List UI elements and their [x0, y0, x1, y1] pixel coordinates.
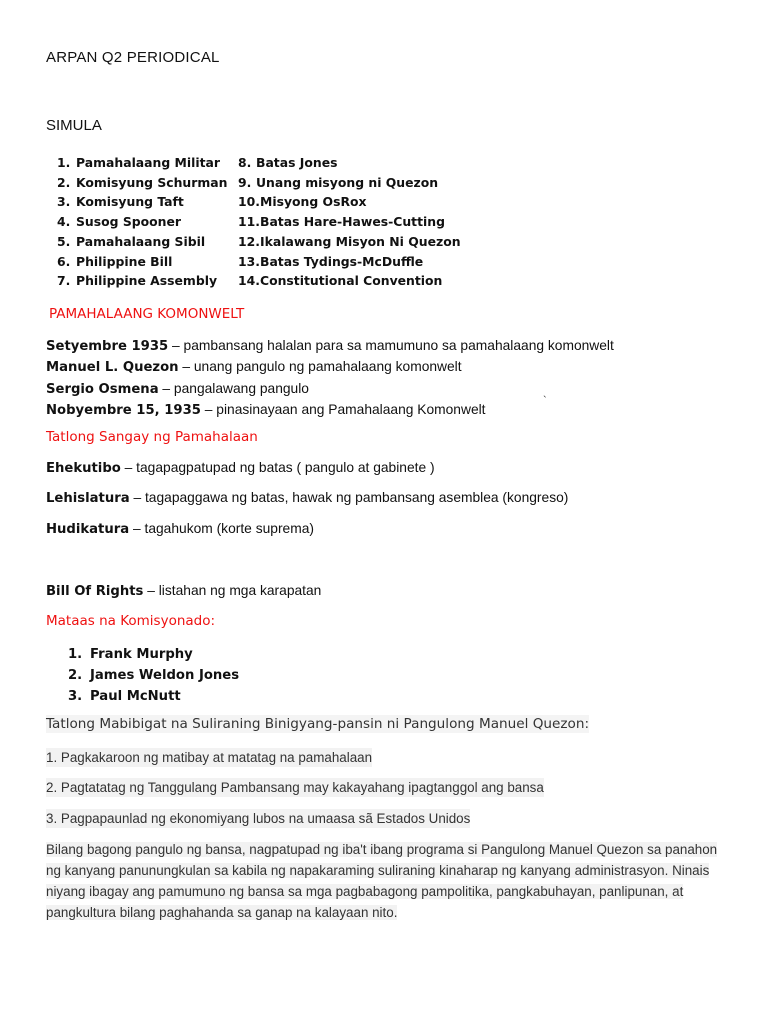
- list-item: 2. Komisyung Schurman: [57, 174, 228, 190]
- list-item: 13. Batas Tydings-McDuffle: [238, 253, 424, 269]
- suliranin-heading: Tatlong Mabibigat na Suliraning Binigyang-pansin ni Pangulong Manuel Quezon:: [46, 716, 590, 732]
- stray-backtick: `: [543, 395, 547, 407]
- list-item: 3. Komisyung Taft: [57, 194, 184, 210]
- document-title: ARPAN Q2 PERIODICAL: [46, 49, 220, 66]
- list-item: 3. Paul McNutt: [68, 689, 181, 704]
- list-item: 1. Pamahalaang Militar: [57, 155, 221, 170]
- suliranin-item: 1. Pagkakaroon ng matibay at matatag na pamahalaan: [46, 750, 373, 765]
- hudikatura-line: Hudikatura – tagahukom (korte suprema): [46, 521, 314, 537]
- list-item: 10. Misyong OsRox: [238, 194, 367, 210]
- komonwelt-facts: [46, 336, 614, 421]
- list-item: 4. Susog Spooner: [57, 214, 181, 230]
- lehislatura-line: Lehislatura – tagapaggawa ng batas, hawak ng pambansang asemblea (kongreso): [46, 490, 569, 506]
- fact-line: Sergio Osmena – pangalawang pangulo: [46, 380, 309, 397]
- komisyonado-list: [68, 644, 239, 707]
- suliranin-item: 2. Pagtatatag ng Tanggulang Pambansang may kakayahang ipagtanggol ang bansa: [46, 780, 544, 795]
- fact-line: Nobyembre 15, 1935 – pinasinayaan ang Pamahalaang Komonwelt: [46, 401, 486, 418]
- list-item: 2. James Weldon Jones: [68, 668, 240, 683]
- ehekutibo-line: Ehekutibo – tagapagpatupad ng batas ( pangulo at gabinete ): [46, 460, 435, 476]
- list-item: 6. Philippine Bill: [57, 253, 173, 269]
- list-item: 9. Unang misyong ni Quezon: [238, 174, 439, 190]
- simula-list-left: [57, 153, 227, 291]
- list-item: 12. Ikalawang Misyon Ni Quezon: [238, 233, 461, 249]
- list-item: 11. Batas Hare-Hawes-Cutting: [238, 214, 445, 230]
- mataas-heading: Mataas na Komisyonado:: [46, 613, 216, 629]
- komonwelt-heading: PAMAHALAANG KOMONWELT: [49, 306, 245, 322]
- list-item: 5. Pamahalaang Sibil: [57, 233, 206, 249]
- suliranin-item: 3. Pagpapaunlad ng ekonomiyang lubos na umaasa sã Estados Unidos: [46, 811, 471, 826]
- list-item: 14. Constitutional Convention: [238, 273, 443, 289]
- sangay-heading: Tatlong Sangay ng Pamahalaan: [46, 429, 258, 445]
- fact-line: Manuel L. Quezon – unang pangulo ng pamahalaang komonwelt: [46, 359, 462, 376]
- list-item: 7. Philippine Assembly: [57, 273, 218, 289]
- list-item: 1. Frank Murphy: [68, 647, 193, 662]
- fact-line: Setyembre 1935 – pambansang halalan para sa mamumuno sa pamahalaang komonwelt: [46, 338, 614, 354]
- simula-heading: SIMULA: [46, 117, 102, 134]
- simula-list-right: [238, 153, 461, 291]
- bill-of-rights-line: Bill Of Rights – listahan ng mga karapatan: [46, 583, 322, 599]
- summary-paragraph: Bilang bagong pangulo ng bansa, nagpatupad ng iba't ibang programa si Pangulong Manuel Quezon sa panahon ng kanyang panunungkulan sa kabila ng napakaraming suliraning kinaharap ng kanyang administrasyon. Ninais niyang ibagay ang pamumuno ng bansa sa mga pagbabagong pampolitika, pangkabuhayan, panlipunan, at pangkultura bilang paghahanda sa ganap na kalayaan nito.: [46, 842, 718, 920]
- list-item: 8. Batas Jones: [238, 155, 338, 170]
